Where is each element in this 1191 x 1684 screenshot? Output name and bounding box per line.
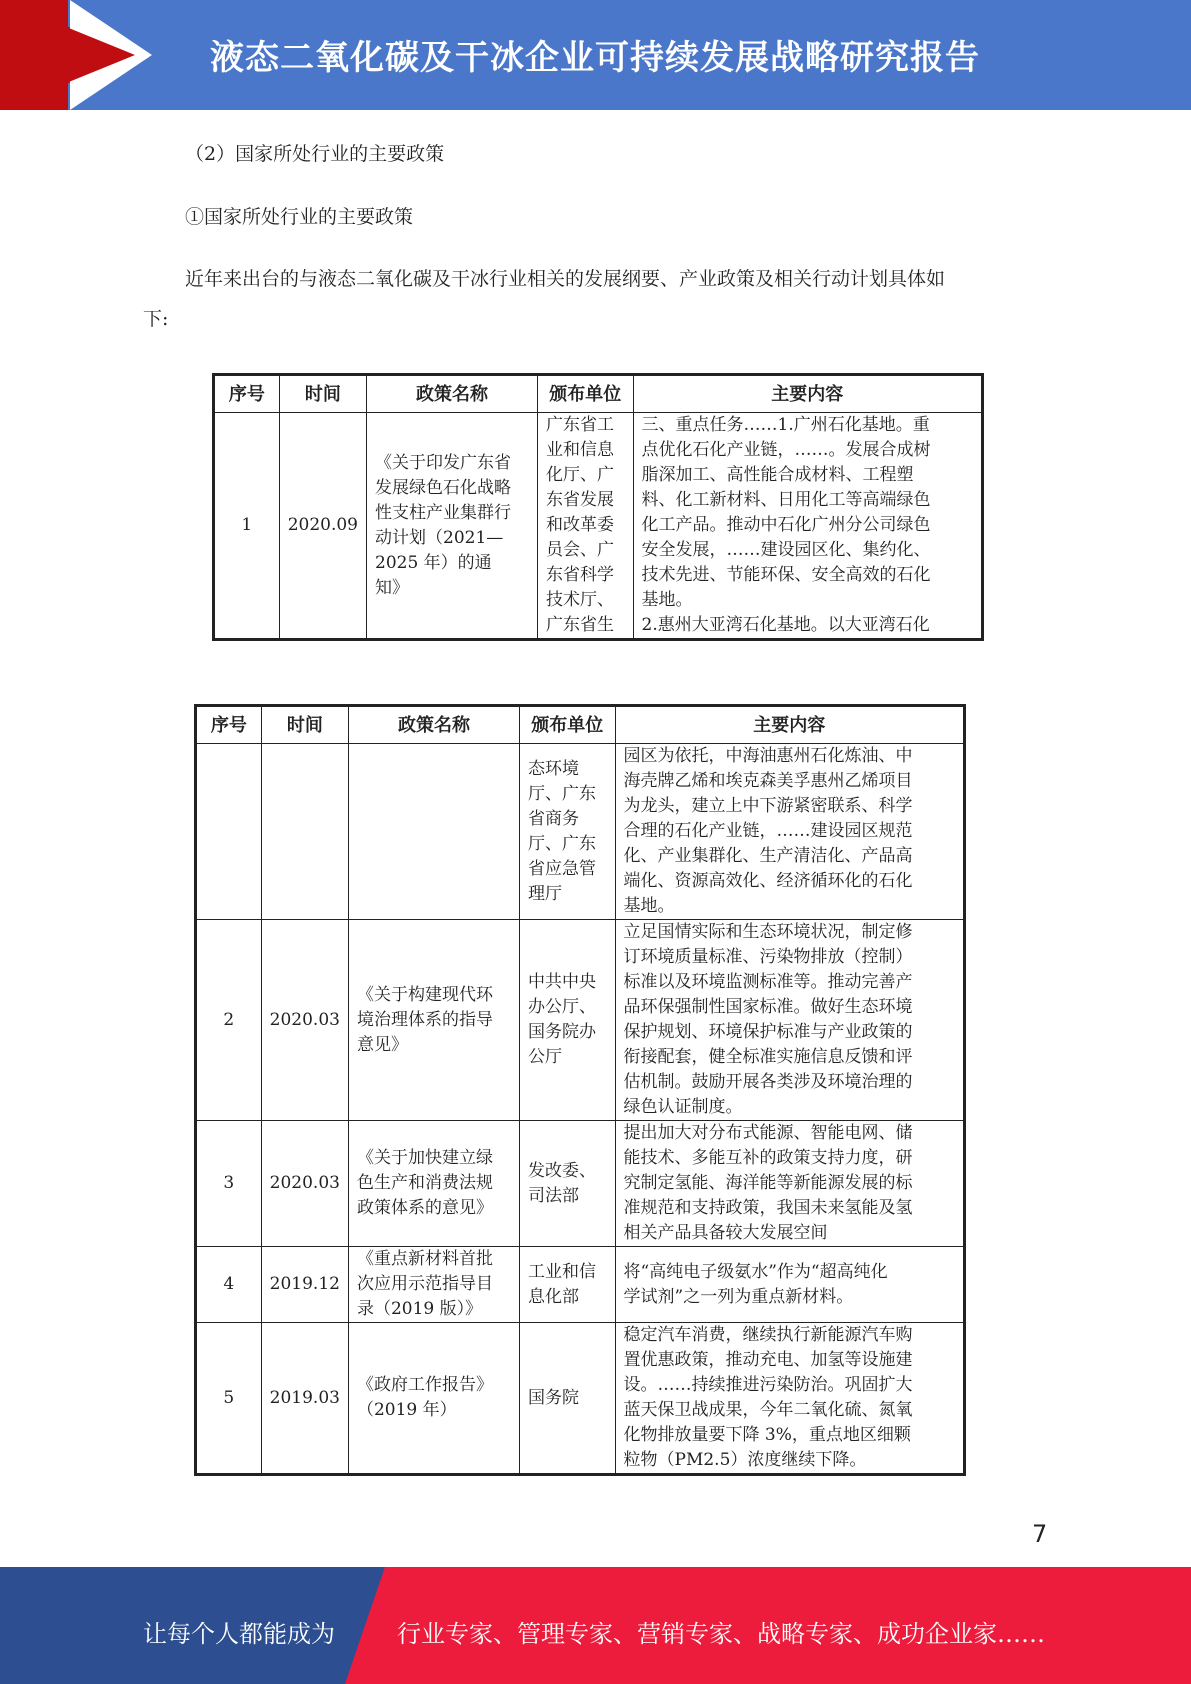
table-row [214,413,983,640]
cell-content: 园区为依托，中海油惠州石化炼油、中 海壳牌乙烯和埃克森美孚惠州乙烯项目 为龙头，建立上中下游紧密联系、科学 合理的石化产业链，……建设园区规范 化、产业集群化、生产清洁化、产品高 端化、资源高效化、经济循环化的石化 基地。 [615,744,965,920]
policy-table-2 [194,704,966,1476]
cell-serial: 3 [196,1121,262,1247]
column-header: 主要内容 [615,706,965,744]
footer-slogan-right: 行业专家、管理专家、营销专家、战略专家、成功企业家…… [397,1620,1045,1648]
policy-table-1 [212,373,984,641]
table-row [196,1121,965,1247]
cell-serial [196,744,262,920]
column-header: 政策名称 [348,706,519,744]
cell-date [261,744,348,920]
cell-policy-name: 《重点新材料首批 次应用示范指导目 录（2019 版）》 [348,1247,519,1323]
subsection-heading: ①国家所处行业的主要政策 [185,206,414,228]
column-header: 时间 [279,375,366,413]
intro-paragraph-line2: 下: [143,308,169,330]
cell-policy-name: 《关于加快建立绿 色生产和消费法规 政策体系的意见》 [348,1121,519,1247]
section-heading: （2）国家所处行业的主要政策 [185,143,445,165]
page-header [0,0,1191,110]
footer-slogan-left: 让每个人都能成为 [143,1620,335,1648]
table-row [196,1323,965,1475]
table-row [196,920,965,1121]
cell-content: 将“高纯电子级氨水”作为“超高纯化 学试剂”之一列为重点新材料。 [615,1247,965,1323]
table-row [196,1247,965,1323]
cell-content: 稳定汽车消费，继续执行新能源汽车购 置优惠政策，推动充电、加氢等设施建 设。……持续推进污染防治。巩固扩大 蓝天保卫战成果，今年二氧化硫、氮氧 化物排放量要下降 3%，重点地区细颗 粒物（PM2.5）浓度继续下降。 [615,1323,965,1475]
cell-issuer: 工业和信 息化部 [519,1247,615,1323]
cell-issuer: 发改委、 司法部 [519,1121,615,1247]
column-header: 政策名称 [367,375,538,413]
cell-content: 立足国情实际和生态环境状况，制定修 订环境质量标准、污染物排放（控制） 标准以及环境监测标准等。推动完善产 品环保强制性国家标准。做好生态环境 保护规划、环境保护标准与产业政策的 衔接配套，健全标准实施信息反馈和评 估机制。鼓励开展各类涉及环境治理的 绿色认证制度。 [615,920,965,1121]
cell-content: 三、重点任务……1.广州石化基地。重 点优化石化产业链，……。发展合成树 脂深加工、高性能合成材料、工程塑 料、化工新材料、日用化工等高端绿色 化工产品。推动中石化广州分公司绿色 安全发展，……建设园区化、集约化、 技术先进、节能环保、安全高效的石化 基地。 2.惠州大亚湾石化基地。以大亚湾石化 [633,413,982,640]
table-header-row [214,375,983,413]
cell-serial: 5 [196,1323,262,1475]
cell-policy-name [348,744,519,920]
cell-issuer: 国务院 [519,1323,615,1475]
cell-date: 2019.03 [261,1323,348,1475]
cell-issuer: 中共中央 办公厅、 国务院办 公厅 [519,920,615,1121]
cell-content: 提出加大对分布式能源、智能电网、储 能技术、多能互补的政策支持力度，研 究制定氢能、海洋能等新能源发展的标 准规范和支持政策，我国未来氢能及氢 相关产品具备较大发展空间 [615,1121,965,1247]
cell-date: 2019.12 [261,1247,348,1323]
column-header: 颁布单位 [538,375,634,413]
column-header: 颁布单位 [519,706,615,744]
page-number: 7 [1032,1520,1048,1548]
column-header: 序号 [196,706,262,744]
cell-date: 2020.09 [279,413,366,640]
cell-issuer: 态环境 厅、广东 省商务 厅、广东 省应急管 理厅 [519,744,615,920]
cell-serial: 2 [196,920,262,1121]
table-header-row [196,706,965,744]
cell-policy-name: 《关于构建现代环 境治理体系的指导 意见》 [348,920,519,1121]
intro-paragraph-line1: 近年来出台的与液态二氧化碳及干冰行业相关的发展纲要、产业政策及相关行动计划具体如 [185,268,946,290]
cell-date: 2020.03 [261,1121,348,1247]
table-row [196,744,965,920]
column-header: 主要内容 [633,375,982,413]
header-red-block [0,0,68,110]
column-header: 序号 [214,375,280,413]
cell-policy-name: 《政府工作报告》 （2019 年） [348,1323,519,1475]
column-header: 时间 [261,706,348,744]
report-title: 液态二氧化碳及干冰企业可持续发展战略研究报告 [210,38,980,78]
cell-date: 2020.03 [261,920,348,1121]
cell-serial: 1 [214,413,280,640]
cell-policy-name: 《关于印发广东省 发展绿色石化战略 性支柱产业集群行 动计划（2021— 2025 年）的通 知》 [367,413,538,640]
cell-serial: 4 [196,1247,262,1323]
cell-issuer: 广东省工 业和信息 化厅、广 东省发展 和改革委 员会、广 东省科学 技术厅、 广东省生 [538,413,634,640]
